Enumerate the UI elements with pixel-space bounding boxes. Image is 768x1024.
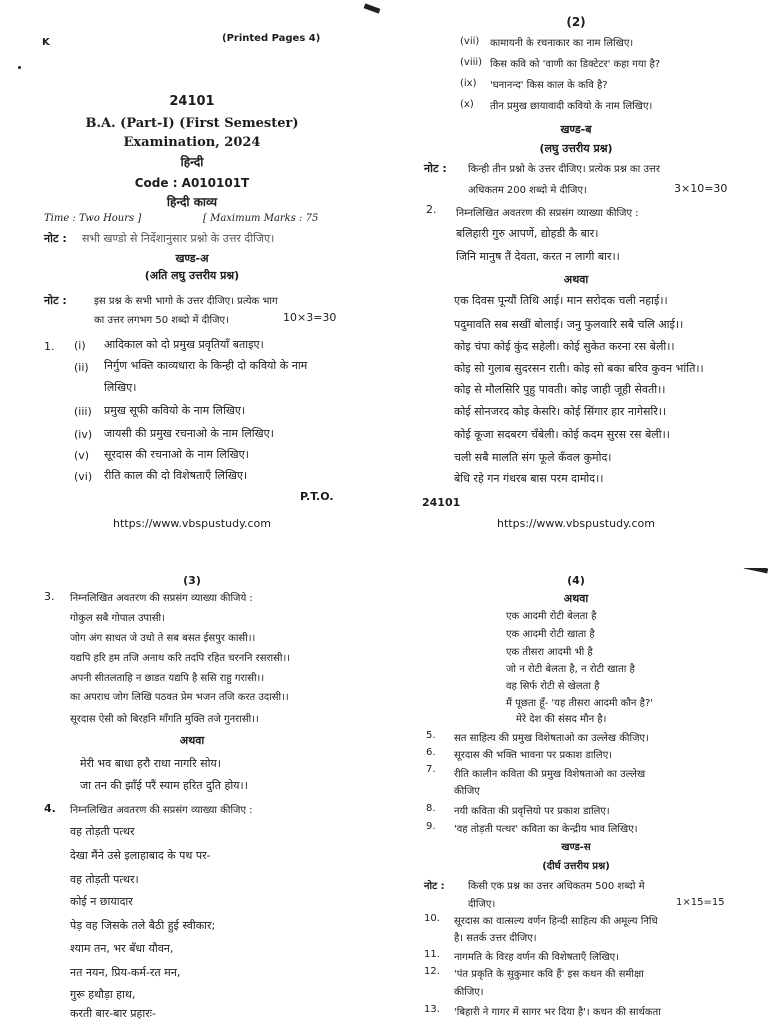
subject-title: हिन्दी	[180, 155, 204, 169]
athva-label: अथवा	[563, 273, 589, 286]
note-label: नोट :	[424, 881, 445, 892]
pto-label: P.T.O.	[300, 490, 334, 503]
verse-line: कोई न छायादार	[70, 895, 133, 908]
question-number: 9.	[426, 821, 436, 832]
verse-line: जो न रोटी बेलता है, न रोटी खाता है	[506, 664, 635, 675]
question-number: 5.	[426, 730, 436, 741]
question-number: 3.	[44, 590, 55, 603]
note2-line1: इस प्रश्न के सभी भागो के उत्तर दीजिए। प्रत्येक भाग	[94, 296, 278, 307]
verse-line: मेरे देश की संसद मौन है।	[516, 714, 607, 725]
time-label: Time : Two Hours ]	[44, 213, 142, 224]
question-number: 2.	[426, 203, 437, 216]
verse-line: यद्यपि हरि हम तजि अनाथ करि तदपि रहित चरननि रसरासी।।	[70, 653, 291, 664]
scan-mark	[744, 568, 768, 573]
exam-page-1	[0, 0, 384, 545]
question-text: रीति कालीन कविता की प्रमुख विशेषताओ का उल्लेख	[454, 769, 646, 780]
section-a-title: खण्ड-अ	[175, 252, 209, 265]
verse-line: एक आदमी रोटी खाता है	[506, 629, 595, 640]
question-number: 10.	[424, 913, 440, 924]
verse-line: कोइ सो गुलाब सुदरसन राती। कोइ सो बका बरिव कुवन भांति।।	[454, 362, 704, 375]
verse-line: कोइ चंपा कोई कुंद सहेली। कोई सुकेत करना रस बेली।।	[454, 340, 675, 353]
page-number: (2)	[566, 15, 586, 29]
subpart-text: निर्गुण भक्ति काव्यधारा के किन्ही दो कवियो के नाम	[104, 359, 308, 372]
question-text: निम्नलिखित अवतरण की सप्रसंग व्याख्या कीजिये :	[70, 593, 253, 604]
verse-line: वह तोड़ती पत्थर	[70, 825, 135, 838]
note-text: सभी खण्डो से निर्देशानुसार प्रश्नो के उत्तर दीजिए।	[82, 232, 275, 245]
footer-code: 24101	[422, 496, 461, 509]
subpart-text: प्रमुख सूफी कवियो के नाम लिखिए।	[104, 404, 246, 417]
subpart-text: किस कवि को 'वाणी का डिक्टेटर' कहा गया है?	[490, 59, 661, 70]
verse-line: जिनि मानुष तैं देवता, करत न लागी बार।।	[456, 250, 620, 263]
question-text: 'वह तोड़ती पत्थर' कविता का केन्द्रीय भाव लिखिए।	[454, 824, 638, 835]
verse-line: का अपराध जोग लिखि पठवत प्रेम भजन तजि करत उदासी।।	[70, 692, 289, 703]
verse-line: करती बार-बार प्रहारः-	[70, 1007, 156, 1020]
note-line2: अधिकतम 200 शब्दो मे दीजिए।	[468, 185, 587, 196]
subpart-num: (vi)	[74, 470, 93, 483]
section-c-subtitle: (दीर्घ उत्तरीय प्रश्न)	[542, 861, 610, 872]
note2-line2: का उत्तर लगभग 50 शब्दो में दीजिए।	[94, 315, 229, 326]
subpart-num: (ii)	[74, 361, 89, 374]
question-text: 'बिहारी ने गागर में सागर भर दिया है'। कथन की सार्थकता	[454, 1007, 661, 1018]
note2-label: नोट :	[44, 294, 67, 307]
verse-line: बलिहारी गुरु आपर्णे, द्योहडी कै बार।	[456, 227, 599, 240]
subpart-text: कामायनी के रचनाकार का नाम लिखिए।	[490, 38, 634, 49]
verse-line: मैं पूछता हूँ- 'यह तीसरा आदमी कौन है?'	[506, 698, 654, 709]
verse-line: वह तोड़ती पत्थर।	[70, 873, 139, 886]
verse-line: सूरदास ऐसी को बिरहनि माँगति मुक्ति तजे गुनरासी।।	[70, 714, 259, 725]
question-number: 4.	[44, 802, 56, 815]
question-number: 13.	[424, 1004, 440, 1015]
subpart-text: सूरदास की रचनाओ के नाम लिखिए।	[104, 448, 249, 461]
paper-code: 24101	[169, 94, 215, 109]
verse-line: श्याम तन, भर बँधा यौवन,	[70, 942, 174, 955]
verse-line: जोग अंग साधत जे उधो ते सब बसत ईसपुर कासी।।	[70, 633, 256, 644]
verse-line: नत नयन, प्रिय-कर्म-रत मन,	[70, 966, 181, 979]
scan-dot	[18, 66, 21, 69]
section-a-subtitle: (अति लघु उत्तरीय प्रश्न)	[144, 269, 240, 282]
exam-page-2	[384, 0, 768, 545]
page-number: (4)	[567, 574, 585, 587]
max-marks: [ Maximum Marks : 75	[203, 213, 319, 224]
subpart-text: लिखिए।	[104, 381, 137, 394]
verse-line: गोकुल सबै गोपाल उपासी।	[70, 613, 165, 624]
question-number: 8.	[426, 803, 436, 814]
verse-line: एक तीसरा आदमी भी है	[506, 647, 593, 658]
athva-label: अथवा	[179, 734, 205, 747]
subpart-num: (vii)	[460, 36, 480, 47]
question-text: नागमति के विरह वर्णन की विशेषताएँ लिखिए।	[454, 952, 619, 963]
question-text: नयी कविता की प्रवृत्तियो पर प्रकाश डालिए।	[454, 806, 610, 817]
note-line2: दीजिए।	[468, 899, 496, 910]
section-b-subtitle: (लघु उत्तरीय प्रश्न)	[539, 142, 613, 155]
verse-line: कोइ से मौलसिरि पुहु पावती। कोइ जाही जूही सेवती।।	[454, 383, 666, 396]
verse-line: गुरू हथौड़ा हाथ,	[70, 988, 136, 1001]
verse-line: पदुमावति सब सखीं बोलाई। जनु फुलवारि सबै चलि आई।।	[454, 318, 684, 331]
question-number: 7.	[426, 764, 436, 775]
question-text: सत साहित्य की प्रमुख विशेषताओ का उल्लेख कीजिए।	[454, 733, 649, 744]
exam-page-3	[0, 568, 384, 1024]
subpart-num: (viii)	[460, 57, 483, 68]
verse-line: वह सिर्फ रोटी से खेलता है	[506, 681, 600, 692]
footer-url[interactable]: https://www.vbspustudy.com	[496, 517, 655, 530]
subpart-num: (x)	[460, 99, 474, 110]
printed-pages: (Printed Pages 4)	[222, 33, 321, 44]
verse-line: पेड़ वह जिसके तले बैठी हुई स्वीकार;	[70, 919, 216, 932]
question-number: 1.	[44, 340, 55, 353]
question-text: है। सतर्क उत्तर दीजिए।	[454, 933, 537, 944]
verse-line: कोई कूजा सदबरग चँबेली। कोई कदम सुरस रस बेली।।	[454, 428, 670, 441]
footer-url[interactable]: https://www.vbspustudy.com	[112, 517, 271, 530]
verse-line: एक दिवस पून्यौं तिथि आई। मान सरोदक चली नहाई।।	[454, 294, 668, 307]
code-line: Code : A010101T	[134, 176, 250, 190]
question-number: 11.	[424, 949, 440, 960]
corner-letter: K	[42, 37, 50, 48]
question-text: सूरदास का वात्सल्य वर्णन हिन्दी साहित्य की अमूल्य निधि	[454, 916, 658, 927]
exam-title: Examination, 2024	[123, 135, 261, 150]
subpart-num: (v)	[74, 449, 90, 462]
paper-title: हिन्दी काव्य	[166, 195, 218, 209]
verse-line: मेरी भव बाधा हरौ राधा नागरि सोय।	[80, 757, 221, 770]
athva-label: अथवा	[563, 592, 589, 605]
page-number: (3)	[183, 574, 201, 587]
note-line1: किन्ही तीन प्रश्नो के उत्तर दीजिए। प्रत्येक प्रश्न का उत्तर	[468, 164, 660, 175]
subpart-num: (iv)	[74, 428, 93, 441]
note2-marks: 10×3=30	[283, 311, 337, 324]
question-number: 6.	[426, 747, 436, 758]
subpart-text: आदिकाल को दो प्रमुख प्रवृतियाँ बताइए।	[104, 338, 264, 351]
note-marks: 1×15=15	[676, 897, 725, 908]
verse-line: चली सबै मालति संग फूले कँवल कुमोद।	[454, 451, 612, 464]
exam-page-4	[384, 568, 768, 1024]
verse-line: जा तन की झाँई परैं स्याम हरित दुति होय।।	[80, 779, 248, 792]
note-label: नोट :	[44, 232, 67, 245]
course-title: B.A. (Part-I) (First Semester)	[85, 116, 299, 131]
subpart-text: तीन प्रमुख छायावादी कवियो के नाम लिखिए।	[490, 101, 653, 112]
note-line1: किसी एक प्रश्न का उत्तर अधिकतम 500 शब्दो मे	[468, 881, 645, 892]
subpart-text: जायसी की प्रमुख रचनाओ के नाम लिखिए।	[104, 427, 274, 440]
question-text: सूरदास की भक्ति भावना पर प्रकाश डालिए।	[454, 750, 613, 761]
subpart-text: रीति काल की दो विशेषताएँ लिखिए।	[104, 469, 248, 482]
question-text: 'पंत प्रकृति के सुकुमार कवि हैं' इस कथन की समीक्षा	[454, 969, 644, 980]
question-number: 12.	[424, 966, 440, 977]
question-text: कीजिए।	[454, 987, 484, 998]
verse-line: देखा मैंने उसे इलाहाबाद के पथ पर-	[70, 849, 211, 862]
question-text: निम्नलिखित अवतरण की सप्रसंग व्याख्या कीजिए :	[70, 805, 253, 816]
verse-line: बेधि रहे गन गंधरब बास परम दामोद।।	[454, 472, 604, 485]
section-b-title: खण्ड-ब	[560, 123, 592, 136]
subpart-num: (i)	[74, 339, 86, 352]
question-text: निम्नलिखित अवतरण की सप्रसंग व्याख्या कीजिए :	[456, 208, 639, 219]
question-text: कीजिए	[454, 786, 480, 797]
subpart-num: (iii)	[74, 405, 92, 418]
subpart-text: 'घनानन्द' किस काल के कवि है?	[490, 80, 608, 91]
subpart-num: (ix)	[460, 78, 477, 89]
scan-mark	[364, 3, 381, 13]
verse-line: एक आदमी रोटी बेलता है	[506, 611, 597, 622]
section-c-title: खण्ड-स	[561, 842, 591, 853]
verse-line: अपनी सीतलताहि न छाडत यद्यपि है ससि राहु गरासी।।	[70, 673, 265, 684]
note-marks: 3×10=30	[674, 182, 728, 195]
note-label: नोट :	[424, 162, 447, 175]
verse-line: कोई सोनजरद कोइ केसरि। कोई सिंगार हार नागेसरि।।	[454, 405, 667, 418]
